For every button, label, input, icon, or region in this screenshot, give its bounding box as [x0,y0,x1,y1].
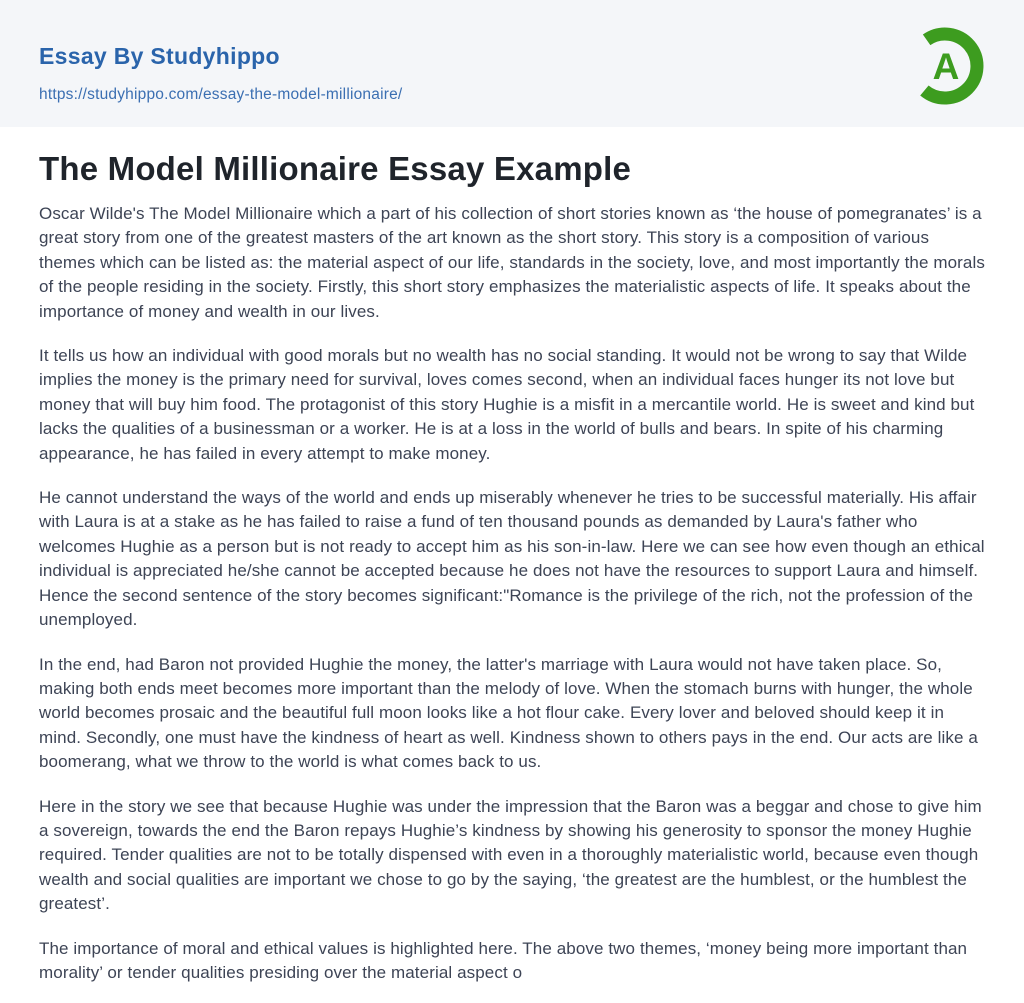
essay-paragraph: The importance of moral and ethical values is highlighted here. The above two themes, ‘money being more important than morality’ or tender qualities presiding over the material aspect o [39,938,968,982]
essay-title: The Model Millionaire Essay Example [39,150,632,187]
essay-paragraph: It tells us how an individual with good morals but no wealth has no social standing. It would not be wrong to say that Wilde implies the money is the primary need for survival, loves comes second, when an individual faces hunger its not love but money that will buy him food. The protagonist of this story Hughie is a misfit in a mercantile world. He is sweet and kind but lacks the qualities of a businessman or a worker. He is at a loss in the world of bulls and bears. In spite of his charming appearance, he has failed in every attempt to make money. [39,346,975,463]
logo-letter: A [932,46,960,87]
essay-paragraph: He cannot understand the ways of the world and ends up miserably whenever he tries to be successful materially. His affair with Laura is at a stake as he has failed to raise a fund of ten thousand pounds as demanded by Laura's father who welcomes Hughie as a person but is not ready to accept him as his son-in-law. Here we can see how even though an ethical individual is appreciated he/she cannot be accepted because he does not have the resources to support Laura and himself. Hence the second sentence of the story becomes significant:"Romance is the privilege of the rich, not the profession of the unemployed. [39,488,985,630]
page-header [0,0,1024,127]
essay-paragraph: In the end, had Baron not provided Hughie the money, the latter's marriage with Laura would not have taken place. So, making both ends meet becomes more important than the melody of love. When the stomach burns with hunger, the whole world becomes prosaic and the beautiful full moon looks like a hot flour cake. Every lover and beloved should keep it in mind. Secondly, one must have the kindness of heart as well. Kindness shown to others pays in the end. Our acts are like a boomerang, what we throw to the world is what comes back to us. [39,654,978,772]
logo-a-ring-icon [905,26,985,106]
site-title: Essay By Studyhippo [39,43,280,69]
page-url-link[interactable]: https://studyhippo.com/essay-the-model-millionaire/ [39,86,403,103]
essay-paragraph: Here in the story we see that because Hughie was under the impression that the Baron was a beggar and chose to give him a sovereign, towards the end the Baron repays Hughie’s kindness by showing his generosity to sponsor the money Hughie required. Tender qualities are not to be totally dispensed with even in a thoroughly materialistic world, because even though wealth and social qualities are important we chose to go by the saying, ‘the greatest are the humblest, or the humblest the greatest’. [39,796,982,914]
studyhippo-logo [905,26,985,106]
essay-paragraph: Oscar Wilde's The Model Millionaire which a part of his collection of short stories known as ‘the house of pomegranates’ is a great story from one of the greatest masters of the art known as the short story. This story is a composition of various themes which can be listed as: the material aspect of our life, standards in the society, love, and most importantly the morals of the people residing in the society. Firstly, this short story emphasizes the materialistic aspects of life. It speaks about the importance of money and wealth in our lives. [39,204,985,321]
essay-content [0,127,1024,985]
